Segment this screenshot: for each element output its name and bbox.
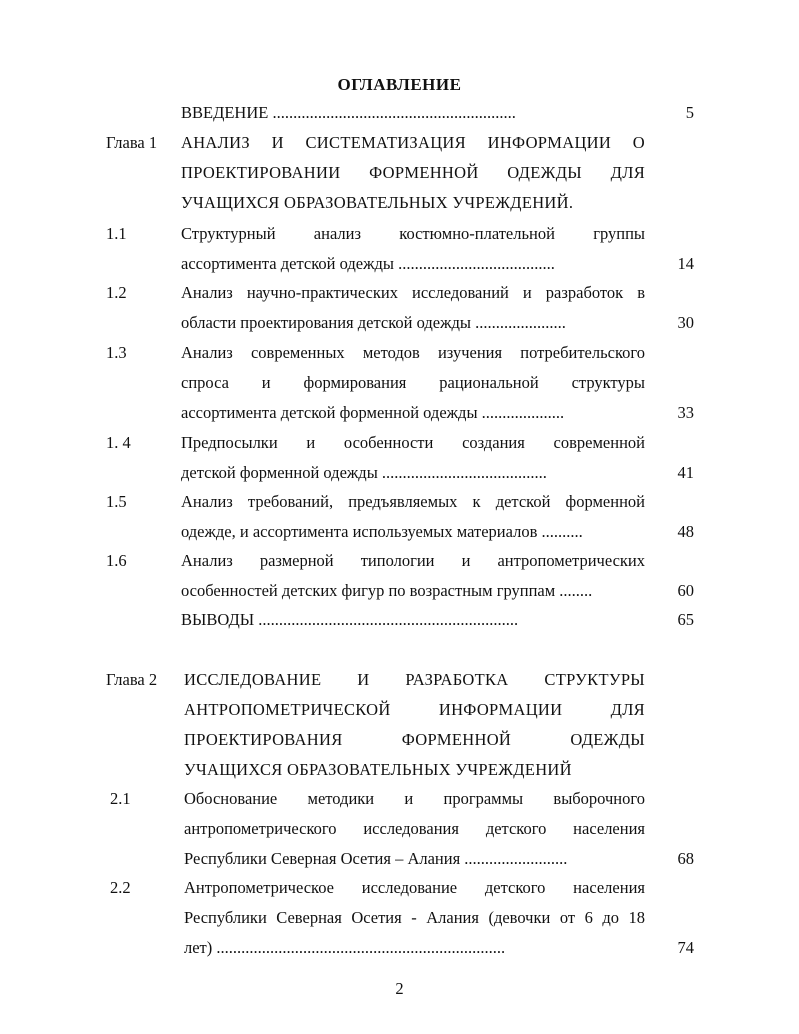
toc-line: Анализ размерной типологии и антропометрических <box>181 551 645 570</box>
toc-entry-text <box>181 546 645 606</box>
toc-line: одежде, и ассортимента используемых материалов .......... <box>181 522 583 541</box>
toc-page-number: 33 <box>677 403 694 422</box>
toc-section-label: 1.6 <box>106 551 127 570</box>
toc-line: ВВЕДЕНИЕ ........................................................... <box>181 103 516 122</box>
toc-line: Обоснование методики и программы выборочного <box>184 789 645 808</box>
toc-entry-text <box>181 219 645 279</box>
toc-line: Анализ научно-практических исследований и разработок в <box>181 283 645 302</box>
toc-entry-text <box>181 428 645 488</box>
toc-line: Республики Северная Осетия – Алания ......................... <box>184 849 568 868</box>
toc-chapter-label: Глава 1 <box>106 133 158 152</box>
toc-line: особенностей детских фигур по возрастным группам ........ <box>181 581 593 600</box>
toc-page-number: 41 <box>677 463 694 482</box>
toc-line: области проектирования детской одежды ...................... <box>181 313 566 332</box>
toc-page-number: 14 <box>677 254 694 273</box>
toc-line: АНТРОПОМЕТРИЧЕСКОЙ ИНФОРМАЦИИ ДЛЯ <box>184 700 645 719</box>
toc-entry-text <box>184 784 645 874</box>
page-number: 2 <box>395 979 404 998</box>
toc-section-label: 1.1 <box>106 224 127 243</box>
toc-line: лет) ...................................................................... <box>184 938 506 957</box>
toc-page-number: 65 <box>677 610 694 629</box>
toc-page-number: 48 <box>677 522 694 541</box>
toc-section-label: 1.2 <box>106 283 127 302</box>
toc-entry-text <box>181 98 645 128</box>
toc-line: Республики Северная Осетия - Алания (девочки от 6 до 18 <box>184 908 645 927</box>
toc-line: Структурный анализ костюмно-плательной группы <box>181 224 645 243</box>
toc-page-number: 74 <box>677 938 694 957</box>
toc-entry-text <box>181 128 645 218</box>
toc-line: детской форменной одежды ........................................ <box>181 463 547 482</box>
toc-entry-text <box>181 278 645 338</box>
toc-line: антропометрического исследования детского населения <box>184 819 645 838</box>
toc-line: АНАЛИЗ И СИСТЕМАТИЗАЦИЯ ИНФОРМАЦИИ О <box>181 133 645 152</box>
page-title: ОГЛАВЛЕНИЕ <box>337 75 462 94</box>
toc-section-label: 2.2 <box>110 878 131 897</box>
toc-section-label: 2.1 <box>110 789 131 808</box>
toc-section-label: 1.3 <box>106 343 127 362</box>
toc-line: спроса и формирования рациональной структуры <box>181 373 645 392</box>
toc-line: Анализ требований, предъявляемых к детской форменной <box>181 492 645 511</box>
toc-entry-text <box>184 665 645 785</box>
toc-line: Анализ современных методов изучения потребительского <box>181 343 645 362</box>
toc-line: ПРОЕКТИРОВАНИЯ ФОРМЕННОЙ ОДЕЖДЫ <box>184 730 645 749</box>
toc-entry-text <box>184 873 645 963</box>
toc-page-number: 30 <box>677 313 694 332</box>
toc-line: ПРОЕКТИРОВАНИИ ФОРМЕННОЙ ОДЕЖДЫ ДЛЯ <box>181 163 645 182</box>
toc-page-number: 68 <box>677 849 694 868</box>
toc-line: УЧАЩИХСЯ ОБРАЗОВАТЕЛЬНЫХ УЧРЕЖДЕНИЙ <box>184 760 572 779</box>
toc-line: ассортимента детской форменной одежды .................... <box>181 403 565 422</box>
toc-page-number: 5 <box>685 103 694 122</box>
toc-line: Предпосылки и особенности создания современной <box>181 433 645 452</box>
toc-line: Антропометрическое исследование детского населения <box>184 878 645 897</box>
toc-section-label: 1. 4 <box>106 433 131 452</box>
toc-entry-text <box>181 338 645 428</box>
toc-entry-text <box>181 605 645 635</box>
toc-entry-text <box>181 487 645 547</box>
toc-line: ассортимента детской одежды ...................................... <box>181 254 555 273</box>
toc-chapter-label: Глава 2 <box>106 670 158 689</box>
toc-line: ВЫВОДЫ ............................................................... <box>181 610 519 629</box>
toc-section-label: 1.5 <box>106 492 127 511</box>
toc-page-number: 60 <box>677 581 694 600</box>
toc-line: УЧАЩИХСЯ ОБРАЗОВАТЕЛЬНЫХ УЧРЕЖДЕНИЙ. <box>181 193 574 212</box>
toc-line: ИССЛЕДОВАНИЕ И РАЗРАБОТКА СТРУКТУРЫ <box>184 670 645 689</box>
